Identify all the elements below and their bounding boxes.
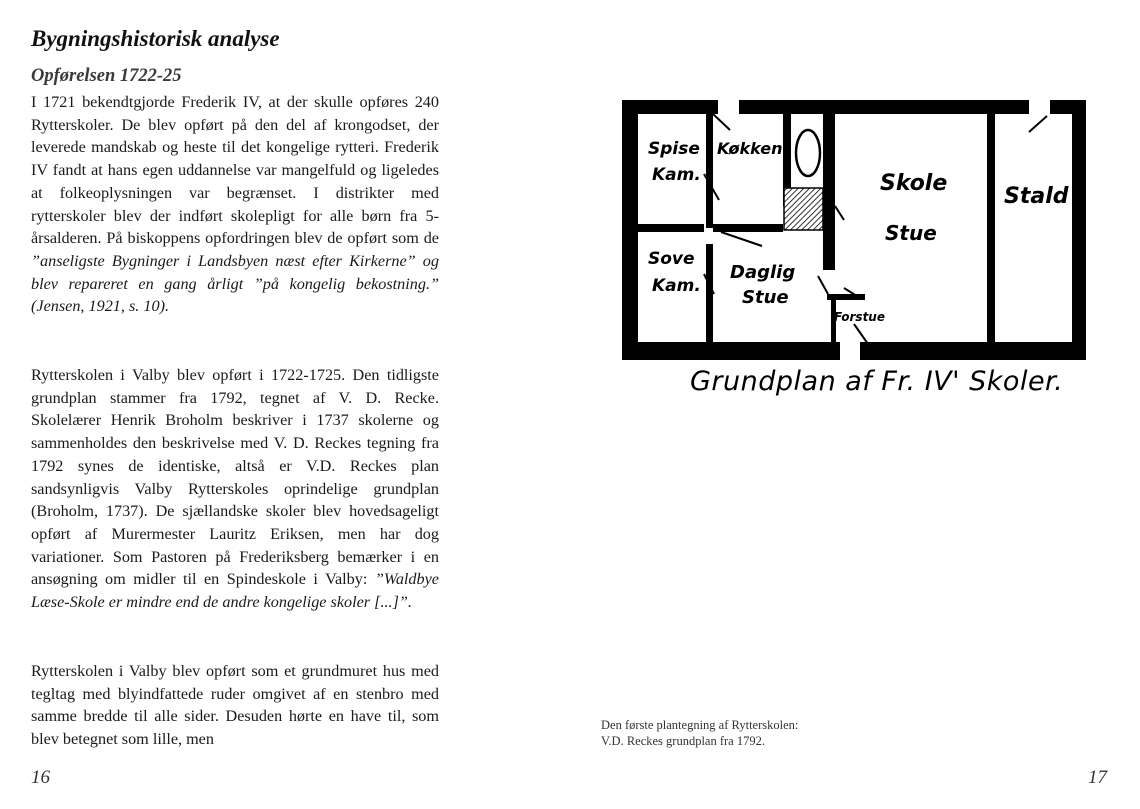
page-title: Bygningshistorisk analyse bbox=[31, 26, 280, 51]
label-kam-2: Kam. bbox=[652, 276, 701, 296]
plan-title: Grundplan af Fr. IV' Skoler. bbox=[690, 366, 1064, 397]
label-daglig: Daglig bbox=[730, 262, 796, 283]
paragraph-1-text: I 1721 bekendtgjorde Frederik IV, at der skulle opføres 240 Rytterskoler. De blev opført på den del af krongodset, der leverede mandskab og heste til det kongelige rytteri. Frederik IV fandt at hans egen uddannelse var mangelfuld og ligeledes at folkeoplysningen var begrænset. I distrikter med rytterskoler blev der indført skolepligt for alle børn fra 5-årsalderen. På biskoppens opfordringen blev de opført som de bbox=[31, 93, 439, 248]
label-stald: Stald bbox=[1004, 184, 1069, 209]
paragraph-2 bbox=[31, 364, 439, 614]
page-number-right: 17 bbox=[1088, 767, 1107, 788]
paragraph-3 bbox=[31, 660, 439, 751]
label-spise: Spise bbox=[648, 139, 700, 159]
right-page bbox=[570, 0, 1140, 809]
paragraph-1-quote: ”anseligste Bygninger i Landsbyen næst efter Kirkerne” og blev repareret en gang årligt ”på kongelig bekostning.” (Jensen, 1921, s. 10). bbox=[31, 251, 439, 316]
caption-line-1: Den første plantegning af Rytterskolen: bbox=[601, 718, 799, 732]
paragraph-2-quote: ”Waldbye Læse-Skole er mindre end de andre kongelige skoler [...]”. bbox=[31, 570, 439, 612]
section-subtitle: Opførelsen 1722-25 bbox=[31, 66, 182, 86]
label-daglig-stue: Stue bbox=[742, 287, 789, 308]
caption-line-2: V.D. Reckes grundplan fra 1792. bbox=[601, 734, 765, 748]
paragraph-1 bbox=[31, 91, 439, 318]
label-skole: Skole bbox=[880, 171, 948, 196]
label-sove: Sove bbox=[648, 249, 695, 269]
paragraph-3-text: Rytterskolen i Valby blev opført som et grundmuret hus med tegltag med blyindfattede ruder omgivet af en stenbro med samme bredde til alle sider. Desuden hørte en have til, som blev betegnet som lille, men bbox=[31, 662, 439, 749]
label-kam-1: Kam. bbox=[652, 165, 701, 185]
label-skole-stue: Stue bbox=[885, 221, 937, 245]
page-number-left: 16 bbox=[31, 767, 50, 788]
floor-plan-drawing bbox=[622, 98, 1088, 362]
figure-caption bbox=[601, 717, 798, 749]
paragraph-2-text: Rytterskolen i Valby blev opført i 1722-1725. Den tidligste grundplan stammer fra 1792, tegnet af V. D. Recke. Skolelærer Henrik Broholm beskriver i 1737 skolerne og sammenholdes den beskrivelse med V. D. Reckes tegning fra 1792 synes de identiske, altså er V.D. Reckes plan sandsynligvis Valby Rytterskoles oprindelige grundplan (Broholm, 1737). De sjællandske skoler blev hovedsageligt opført af Murermester Lauritz Eriksen, men har dog variationer. Som Pastoren på Frederiksberg bemærker i en ansøgning om midler til en Spindeskole i Valby: bbox=[31, 366, 439, 589]
label-kokken: Køkken bbox=[717, 139, 783, 158]
label-forstue: Forstue bbox=[834, 310, 885, 324]
